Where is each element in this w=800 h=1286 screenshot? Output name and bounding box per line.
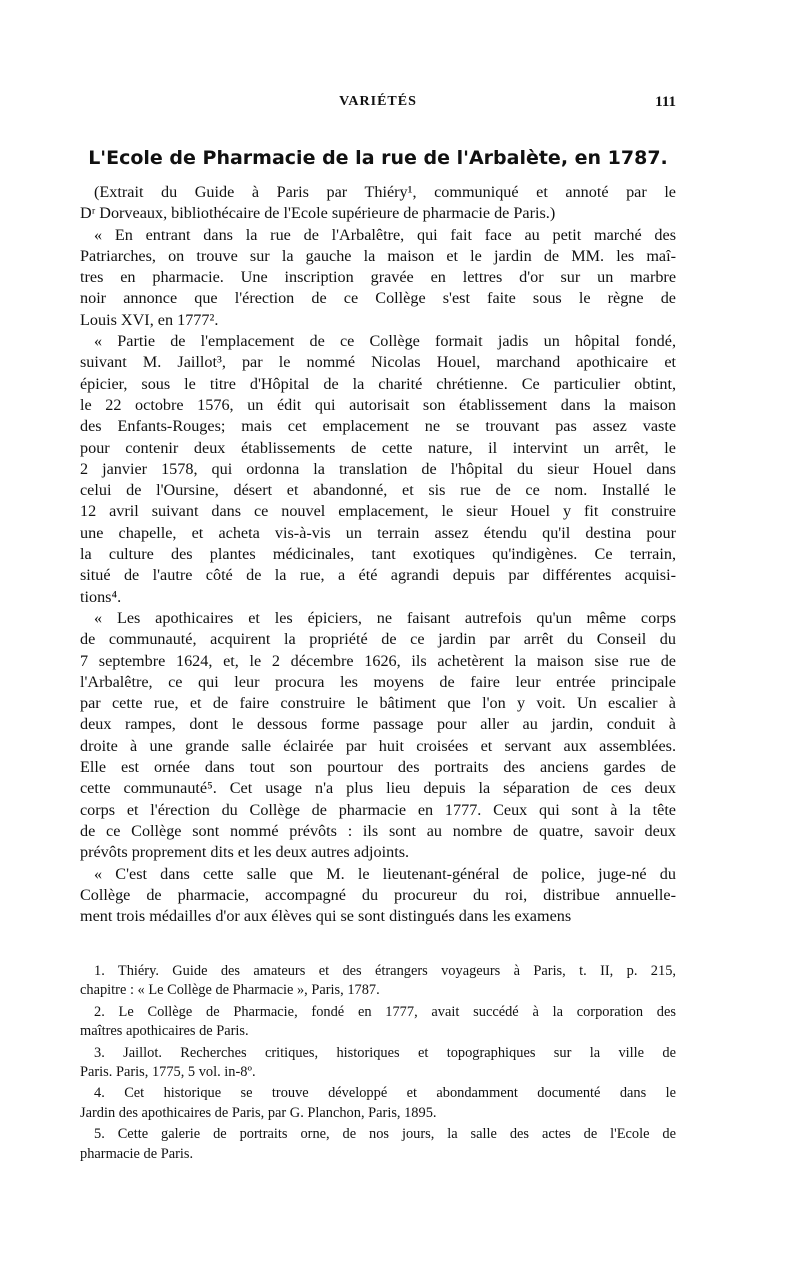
body-line: 2 janvier 1578, qui ordonna la translation de l'hôpital du sieur Houel dans xyxy=(80,459,676,478)
body-line: par cette rue, et de faire construire le bâtiment que l'on y voit. Un escalier à xyxy=(80,694,676,713)
body-line: (Extrait du Guide à Paris par Thiéry¹, communiqué et annoté par le xyxy=(94,183,676,201)
body-line: celui de l'Oursine, désert et abandonné, et sis rue de ce nom. Installé le xyxy=(80,481,676,500)
footnote-line: pharmacie de Paris. xyxy=(80,1145,194,1162)
body-line: situé de l'autre côté de la rue, a été agrandi depuis par différentes acquisi- xyxy=(80,566,676,585)
body-line: « Les apothicaires et les épiciers, ne faisant autrefois qu'un même corps xyxy=(94,608,676,627)
footnote-line: chapitre : « Le Collège de Pharmacie », Paris, 1787. xyxy=(80,982,380,999)
running-header xyxy=(80,94,676,118)
footnote-line: 5. Cette galerie de portraits orne, de nos jours, la salle des actes de l'Ecole de xyxy=(94,1126,676,1143)
body-line: Elle est ornée dans tout son pourtour des portraits des anciens gardes de xyxy=(80,758,676,777)
body-line: le 22 octobre 1576, un édit qui autorisait son établissement dans la maison xyxy=(80,395,676,414)
body-line: pour contenir deux établissements de cette nature, il intervint un arrêt, le xyxy=(80,438,676,457)
body-line: corps et l'érection du Collège de pharmacie en 1777. Ceux qui sont à la tête xyxy=(80,800,676,819)
footnote-line: maîtres apothicaires de Paris. xyxy=(80,1023,249,1040)
footnotes xyxy=(80,962,676,1166)
page-number: 111 xyxy=(655,94,676,110)
body-line: tions⁴. xyxy=(80,587,122,606)
body-line: cette communauté⁵. Cet usage n'a plus lieu depuis la séparation de ces deux xyxy=(80,779,676,798)
footnote-line: 3. Jaillot. Recherches critiques, historiques et topographiques sur la ville de xyxy=(94,1044,676,1061)
body-line: « C'est dans cette salle que M. le lieutenant-général de police, juge-né du xyxy=(94,864,676,883)
body-line: une chapelle, et acheta vis-à-vis un terrain assez étendu qu'il destina pour xyxy=(80,523,676,542)
body-line: 7 septembre 1624, et, le 2 décembre 1626, ils achetèrent la maison sise rue de xyxy=(80,651,676,670)
footnote-line: 4. Cet historique se trouve développé et abondamment documenté dans le xyxy=(94,1085,676,1102)
footnote-line: 1. Thiéry. Guide des amateurs et des étrangers voyageurs à Paris, t. II, p. 215, xyxy=(94,963,676,979)
body-line: noir annonce que l'érection de ce Collège s'est faite sous le règne de xyxy=(80,289,676,308)
body-line: l'Arbalêtre, ce qui leur procura les moyens de faire leur entrée principale xyxy=(80,672,676,691)
body-line: la culture des plantes médicinales, tant exotiques qu'indigènes. Ce terrain, xyxy=(80,545,676,564)
footnote-line: Jardin des apothicaires de Paris, par G. Planchon, Paris, 1895. xyxy=(80,1104,437,1121)
body-line: deux rampes, dont le dessous forme passage pour aller au jardin, conduit à xyxy=(80,715,676,734)
article-title: L'Ecole de Pharmacie de la rue de l'Arbalète, en 1787. xyxy=(88,147,668,169)
body-line: tres en pharmacie. Une inscription gravée en lettres d'or sur un marbre xyxy=(80,268,676,287)
footnote-line: 2. Le Collège de Pharmacie, fondé en 1777, avait succédé à la corporation des xyxy=(94,1003,676,1020)
body-line: suivant M. Jaillot³, par le nommé Nicolas Houel, marchand apothicaire et xyxy=(80,353,676,372)
body-line: Patriarches, on trouve sur la gauche la maison et le jardin de MM. les maî- xyxy=(80,246,676,265)
body-line: de ce Collège sont nommé prévôts : ils sont au nombre de quatre, savoir deux xyxy=(80,821,676,840)
body-line: épicier, sous le titre d'Hôpital de la charité chrétienne. Ce particulier obtint, xyxy=(80,374,676,393)
body-line: « En entrant dans la rue de l'Arbalêtre, qui fait face au petit marché des xyxy=(94,225,676,244)
body-line: droite à une grande salle éclairée par huit croisées et servant aux assemblées. xyxy=(80,736,676,755)
body-line: des Enfants-Rouges; mais cet emplacement ne se trouvant pas assez vaste xyxy=(80,417,676,436)
body-line: 12 avril suivant dans ce nouvel emplacement, le sieur Houel y fit construire xyxy=(80,502,676,521)
footnote-line: Paris. Paris, 1775, 5 vol. in-8º. xyxy=(80,1063,256,1080)
body-line: Louis XVI, en 1777². xyxy=(80,310,219,329)
body-line: Collège de pharmacie, accompagné du procureur du roi, distribue annuelle- xyxy=(80,885,676,904)
body-line: « Partie de l'emplacement de ce Collège formait jadis un hôpital fondé, xyxy=(94,332,676,351)
body-line: ment trois médailles d'or aux élèves qui se sont distingués dans les examens xyxy=(80,907,572,926)
running-title: VARIÉTÉS xyxy=(339,94,417,109)
body-line: de communauté, acquirent la propriété de ce jardin par arrêt du Conseil du xyxy=(80,630,676,649)
body-line: Dʳ Dorveaux, bibliothécaire de l'Ecole supérieure de pharmacie de Paris.) xyxy=(80,204,556,223)
body-line: prévôts proprement dits et les deux autres adjoints. xyxy=(80,843,410,862)
article-body xyxy=(80,182,676,927)
